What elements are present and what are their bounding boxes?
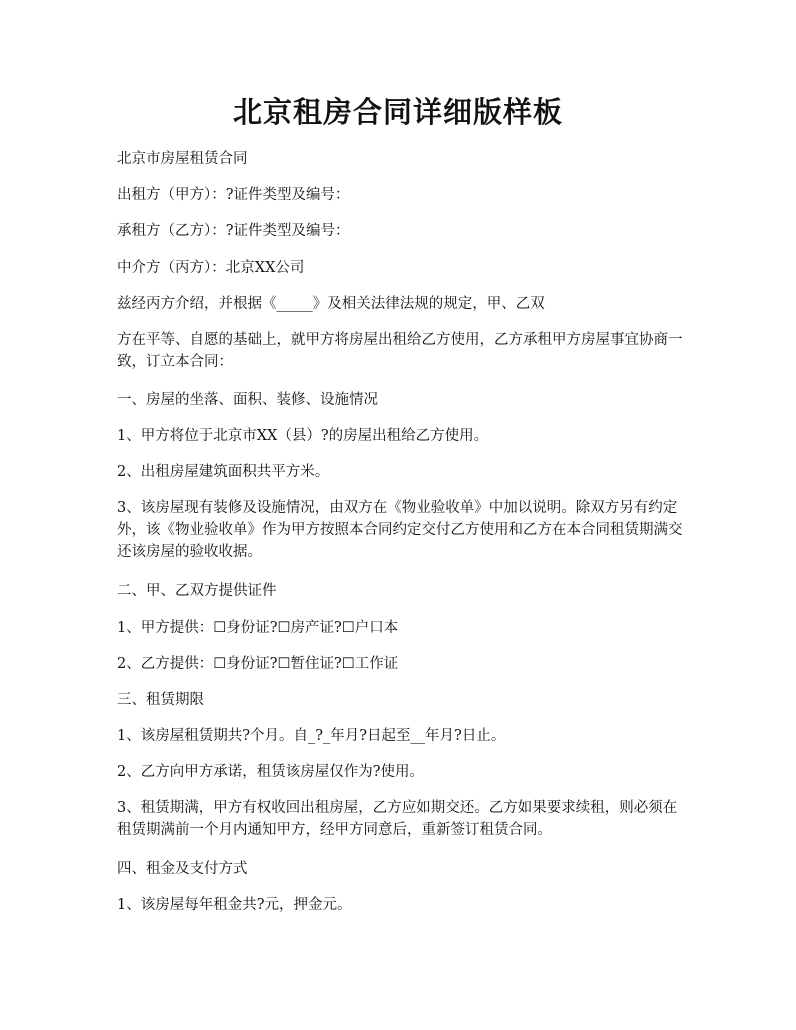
paragraph: 1、该房屋每年租金共?元，押金元。 (117, 897, 352, 913)
section-heading: 二、甲、乙双方提供证件 (117, 583, 277, 599)
section-heading: 三、租赁期限 (117, 692, 204, 708)
paragraph: 1、甲方将位于北京市XX（县）?的房屋出租给乙方使用。 (117, 428, 489, 444)
section-heading: 一、房屋的坐落、面积、装修、设施情况 (117, 392, 378, 408)
paragraph: 北京市房屋租赁合同 (117, 151, 248, 167)
paragraph: 2、乙方提供：☐身份证?☐暂住证?☐工作证 (117, 656, 399, 672)
paragraph: 出租方（甲方）：?证件类型及编号： (117, 187, 350, 203)
section-heading: 四、租金及支付方式 (117, 861, 248, 877)
paragraph: 承租方（乙方）：?证件类型及编号： (117, 223, 350, 239)
paragraph: 中介方（丙方）：北京XX公司 (117, 260, 305, 276)
paragraph: 方在平等、自愿的基础上，就甲方将房屋出租给乙方使用，乙方承租甲方房屋事宜协商一致，订立本合同： (117, 332, 683, 370)
document-title: 北京租房合同详细版样板 (232, 95, 563, 129)
paragraph: 2、出租房屋建筑面积共平方米。 (117, 464, 330, 480)
paragraph: 兹经丙方介绍，并根据《_____》及相关法律法规的规定，甲、乙双 (117, 296, 545, 312)
paragraph: 1、甲方提供：☐身份证?☐房产证?☐户口本 (117, 620, 399, 636)
paragraph: 1、该房屋租赁期共?个月。自_?_年月?日起至__年月?日止。 (117, 728, 506, 744)
paragraph: 3、该房屋现有装修及设施情况，由双方在《物业验收单》中加以说明。除双方另有约定外，该《物业验收单》作为甲方按照本合同约定交付乙方使用和乙方在本合同租赁期满交还该房屋的验收收据。 (117, 500, 683, 560)
paragraph: 3、租赁期满，甲方有权收回出租房屋，乙方应如期交还。乙方如果要求续租，则必须在租赁期满前一个月内通知甲方，经甲方同意后，重新签订租赁合同。 (117, 800, 678, 838)
paragraph: 2、乙方向甲方承诺，租赁该房屋仅作为?使用。 (117, 764, 424, 780)
